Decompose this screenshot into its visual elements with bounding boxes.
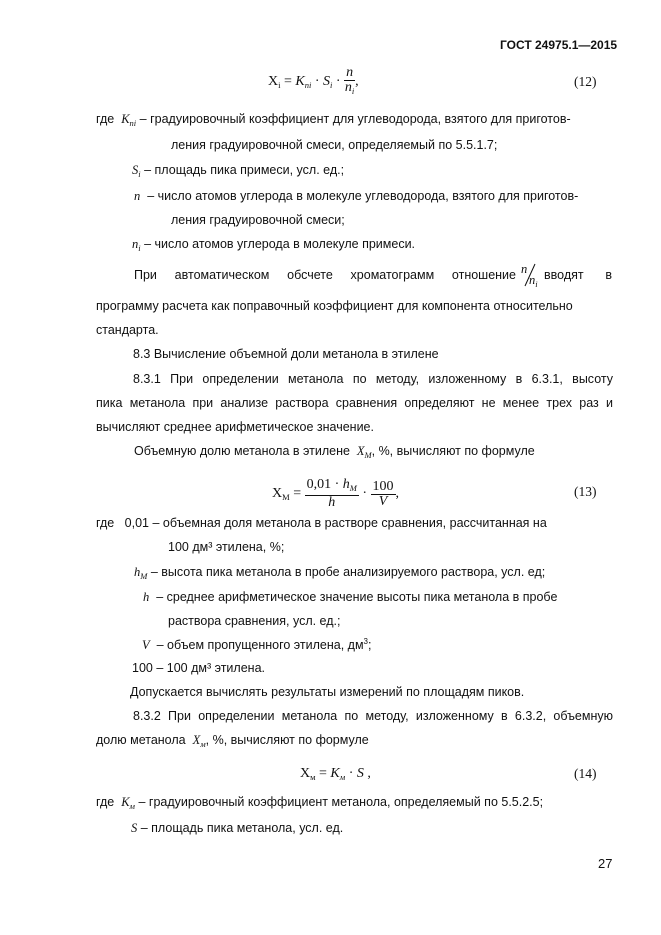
where-12-ni: $n_i$ – число атомов углерода в молекуле примеси. [132,237,416,253]
where-12-k-cont: ления градуировочной смеси, определяемый по 5.5.1.7; [171,138,498,152]
where-14-s: S – площадь пика метанола, усл. ед. [131,821,344,835]
where-12-n-cont: ления градуировочной смеси; [171,213,345,227]
equation-13: $X_M$ = $\frac{0,01 \cdot h_M}{h}$ · $\frac{100}{V}$ , [272,477,400,510]
sec-831-line1: 8.3.1 При определении метанола по методу, изложенному в 6.3.1, высоту [133,372,613,386]
where-12-n: n – число атомов углерода в молекуле углеводорода, взятого для приготов- [134,189,579,203]
where-13-hm: $h_M$ – высота пика метанола в пробе анализируемого раствора, усл. ед; [134,565,546,581]
para-auto-line2: программу расчета как поправочный коэффициент для компонента относительно [96,299,573,313]
sec-831-formula-intro: Объемную долю метанола в этилене $X_M$, %, вычисляют по формуле [134,444,535,460]
ratio-n-ni: n $n_i$ [521,262,538,289]
where-12-k: где $K_{ni}$ – градуировочный коэффициент для углеводорода, взятого для приготов- [96,112,571,128]
where-13-hundred: 100 – 100 дм³ этилена. [132,661,265,675]
equation-12-number: (12) [574,74,597,89]
para-auto-line1: При автоматическом обсчете хроматограмм отношение n $n_i$ вводят в [134,262,612,289]
para-auto-line3: стандарта. [96,323,159,337]
where-13-c: где 0,01 – объемная доля метанола в растворе сравнения, рассчитанная на [96,516,547,530]
equation-13-number: (13) [574,484,597,499]
where-13-v: V – объем пропущенного этилена, $дм^3$; [142,637,372,653]
where-13-h-cont: раствора сравнения, усл. ед.; [168,614,341,628]
equation-14: $X_м = K_м \cdot S$ , [300,766,371,782]
equation-12: $X_i = K_{ni} \cdot S_i$ · $\frac{n}{n_i}$ , [268,65,359,96]
where-13-h: h – среднее арифметическое значение высоты пика метанола в пробе [143,590,558,604]
section-8-3-title: 8.3 Вычисление объемной доли метанола в этилене [133,347,439,361]
where-14-k: где $K_м$ – градуировочный коэффициент метанола, определяемый по 5.5.2.5; [96,795,544,811]
sec-832-line2: долю метанола $X_м$, %, вычисляют по формуле [96,733,369,749]
sec-832-line1: 8.3.2 При определении метанола по методу, изложенному в 6.3.2, объемную [133,709,613,723]
page-number: 27 [598,856,613,871]
para-allowed: Допускается вычислять результаты измерений по площадям пиков. [130,685,525,699]
where-13-c-cont: 100 дм³ этилена, %; [168,540,285,554]
equation-14-number: (14) [574,766,597,781]
standard-number: ГОСТ 24975.1—2015 [500,38,618,52]
sec-831-line2: пика метанола при анализе раствора сравнения определяют не менее трех раз и [96,396,613,410]
where-12-s: $S_i$ – площадь пика примеси, усл. ед.; [132,163,345,179]
sec-831-line3: вычисляют среднее арифметическое значение. [96,420,374,434]
